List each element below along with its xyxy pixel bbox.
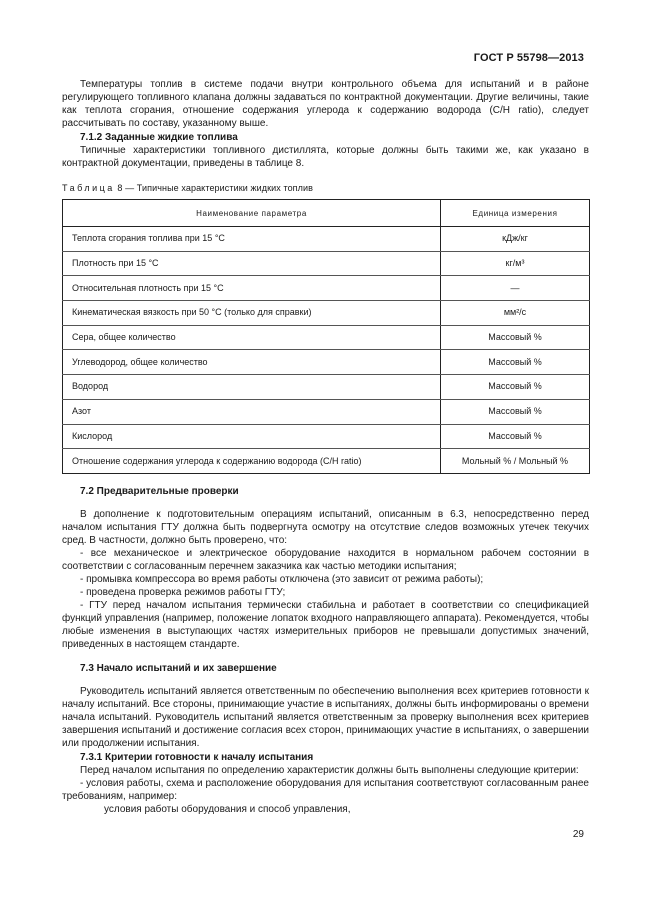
cell-unit: мм²/с bbox=[441, 301, 590, 326]
table-row bbox=[63, 399, 590, 424]
table-row bbox=[63, 227, 590, 252]
cell-parameter: Кинематическая вязкость при 50 °C (только для справки) bbox=[63, 301, 441, 326]
cell-unit: Массовый % bbox=[441, 424, 590, 449]
heading-7-3-1: 7.3.1 Критерии готовности к началу испытания bbox=[80, 751, 314, 763]
cell-parameter: Теплота сгорания топлива при 15 °C bbox=[63, 227, 441, 252]
cell-unit: кг/м³ bbox=[441, 251, 590, 276]
cell-parameter: Кислород bbox=[63, 424, 441, 449]
column-header-unit: Единица измерения bbox=[441, 200, 590, 227]
document-id: ГОСТ Р 55798—2013 bbox=[473, 52, 584, 64]
column-header-parameter: Наименование параметра bbox=[63, 200, 441, 227]
paragraph-test-lead: Руководитель испытаний является ответственным по обеспечению выполнения всех критериев готовности к началу испытаний. Все стороны, принимающие участие в испытаниях, должны быть информированы о времени начала испытаний. Руководитель испытаний является ответственным за проверку выполнения всех критериев завершения испытаний и достижение согласия всех сторон, принимающих участие в испытаниях, о завершении или продолжении испытания. bbox=[62, 685, 589, 749]
list-item: - промывка компрессора во время работы отключена (это зависит от режима работы); bbox=[80, 573, 484, 585]
list-subitem: условия работы оборудования и способ управления, bbox=[104, 803, 351, 815]
heading-7-1-2: 7.1.2 Заданные жидкие топлива bbox=[80, 132, 238, 143]
table-row bbox=[63, 350, 590, 375]
table-row bbox=[63, 301, 590, 326]
table-caption-word: Таблица bbox=[62, 183, 115, 193]
paragraph-readiness-criteria: Перед началом испытания по определению характеристик должны быть выполнены следующие критерии: bbox=[80, 764, 579, 776]
cell-unit: Массовый % bbox=[441, 399, 590, 424]
cell-unit: Массовый % bbox=[441, 325, 590, 350]
table-caption bbox=[62, 182, 589, 195]
table-row bbox=[63, 449, 590, 474]
table-row bbox=[63, 325, 590, 350]
table-row bbox=[63, 424, 590, 449]
table-header-row bbox=[63, 200, 590, 227]
cell-unit: — bbox=[441, 276, 590, 301]
paragraph-distillate: Типичные характеристики топливного дистиллята, которые должны быть такими же, как указано в контрактной документации, приведены в таблице 8. bbox=[62, 145, 589, 169]
table-row bbox=[63, 276, 590, 301]
heading-7-2: 7.2 Предварительные проверки bbox=[80, 485, 239, 497]
cell-parameter: Углеводород, общее количество bbox=[63, 350, 441, 375]
paragraph-fuel-temperatures: Температуры топлив в системе подачи внутри контрольного объема для испытаний и в районе регулирующего топливного клапана должны задаваться по контрактной документации. Другие величины, такие как теплота сгорания, отношение содержания углерода к содержанию водорода (C/H ratio), следует рассчитывать по составу, указанному выше. bbox=[62, 79, 589, 129]
cell-unit: кДж/кг bbox=[441, 227, 590, 252]
cell-parameter: Водород bbox=[63, 375, 441, 400]
paragraph-preliminary-checks: В дополнение к подготовительным операциям испытаний, описанным в 6.3, непосредственно перед началом испытания ГТУ должна быть подвергнута осмотру на отсутствие следов возможных утечек текучих сред. В частности, должно быть проверено, что: bbox=[62, 508, 589, 546]
list-item: - ГТУ перед началом испытания термически стабильна и работает в соответствии со спецификацией функций управления (например, положение лопаток входного направляющего аппарата). Рекомендуется, чтобы любые изменения в выступающих частях измерительных приборов не превышали допустимых значений, приведенных в настоящем стандарте. bbox=[62, 599, 589, 650]
page-body bbox=[62, 78, 589, 816]
cell-unit: Мольный % / Мольный % bbox=[441, 449, 590, 474]
list-item: - проведена проверка режимов работы ГТУ; bbox=[80, 586, 286, 598]
heading-7-3: 7.3 Начало испытаний и их завершение bbox=[80, 662, 277, 674]
cell-parameter: Относительная плотность при 15 °C bbox=[63, 276, 441, 301]
table-row bbox=[63, 375, 590, 400]
cell-unit: Массовый % bbox=[441, 350, 590, 375]
list-item: - все механическое и электрическое оборудование находится в нормальном рабочем состоянии в соответствии с согласованным перечнем заказчика как частью методики испытания; bbox=[62, 547, 589, 572]
cell-parameter: Отношение содержания углерода к содержанию водорода (C/H ratio) bbox=[63, 449, 441, 474]
cell-parameter: Азот bbox=[63, 399, 441, 424]
list-item: - условия работы, схема и расположение оборудования для испытания соответствуют согласованным ранее требованиям, например: bbox=[62, 777, 589, 802]
table-row bbox=[63, 251, 590, 276]
cell-parameter: Сера, общее количество bbox=[63, 325, 441, 350]
cell-unit: Массовый % bbox=[441, 375, 590, 400]
table-liquid-fuels bbox=[62, 199, 590, 474]
cell-parameter: Плотность при 15 °C bbox=[63, 251, 441, 276]
page-number: 29 bbox=[572, 829, 584, 840]
table-caption-title: 8 — Типичные характеристики жидких топлив bbox=[114, 183, 314, 193]
